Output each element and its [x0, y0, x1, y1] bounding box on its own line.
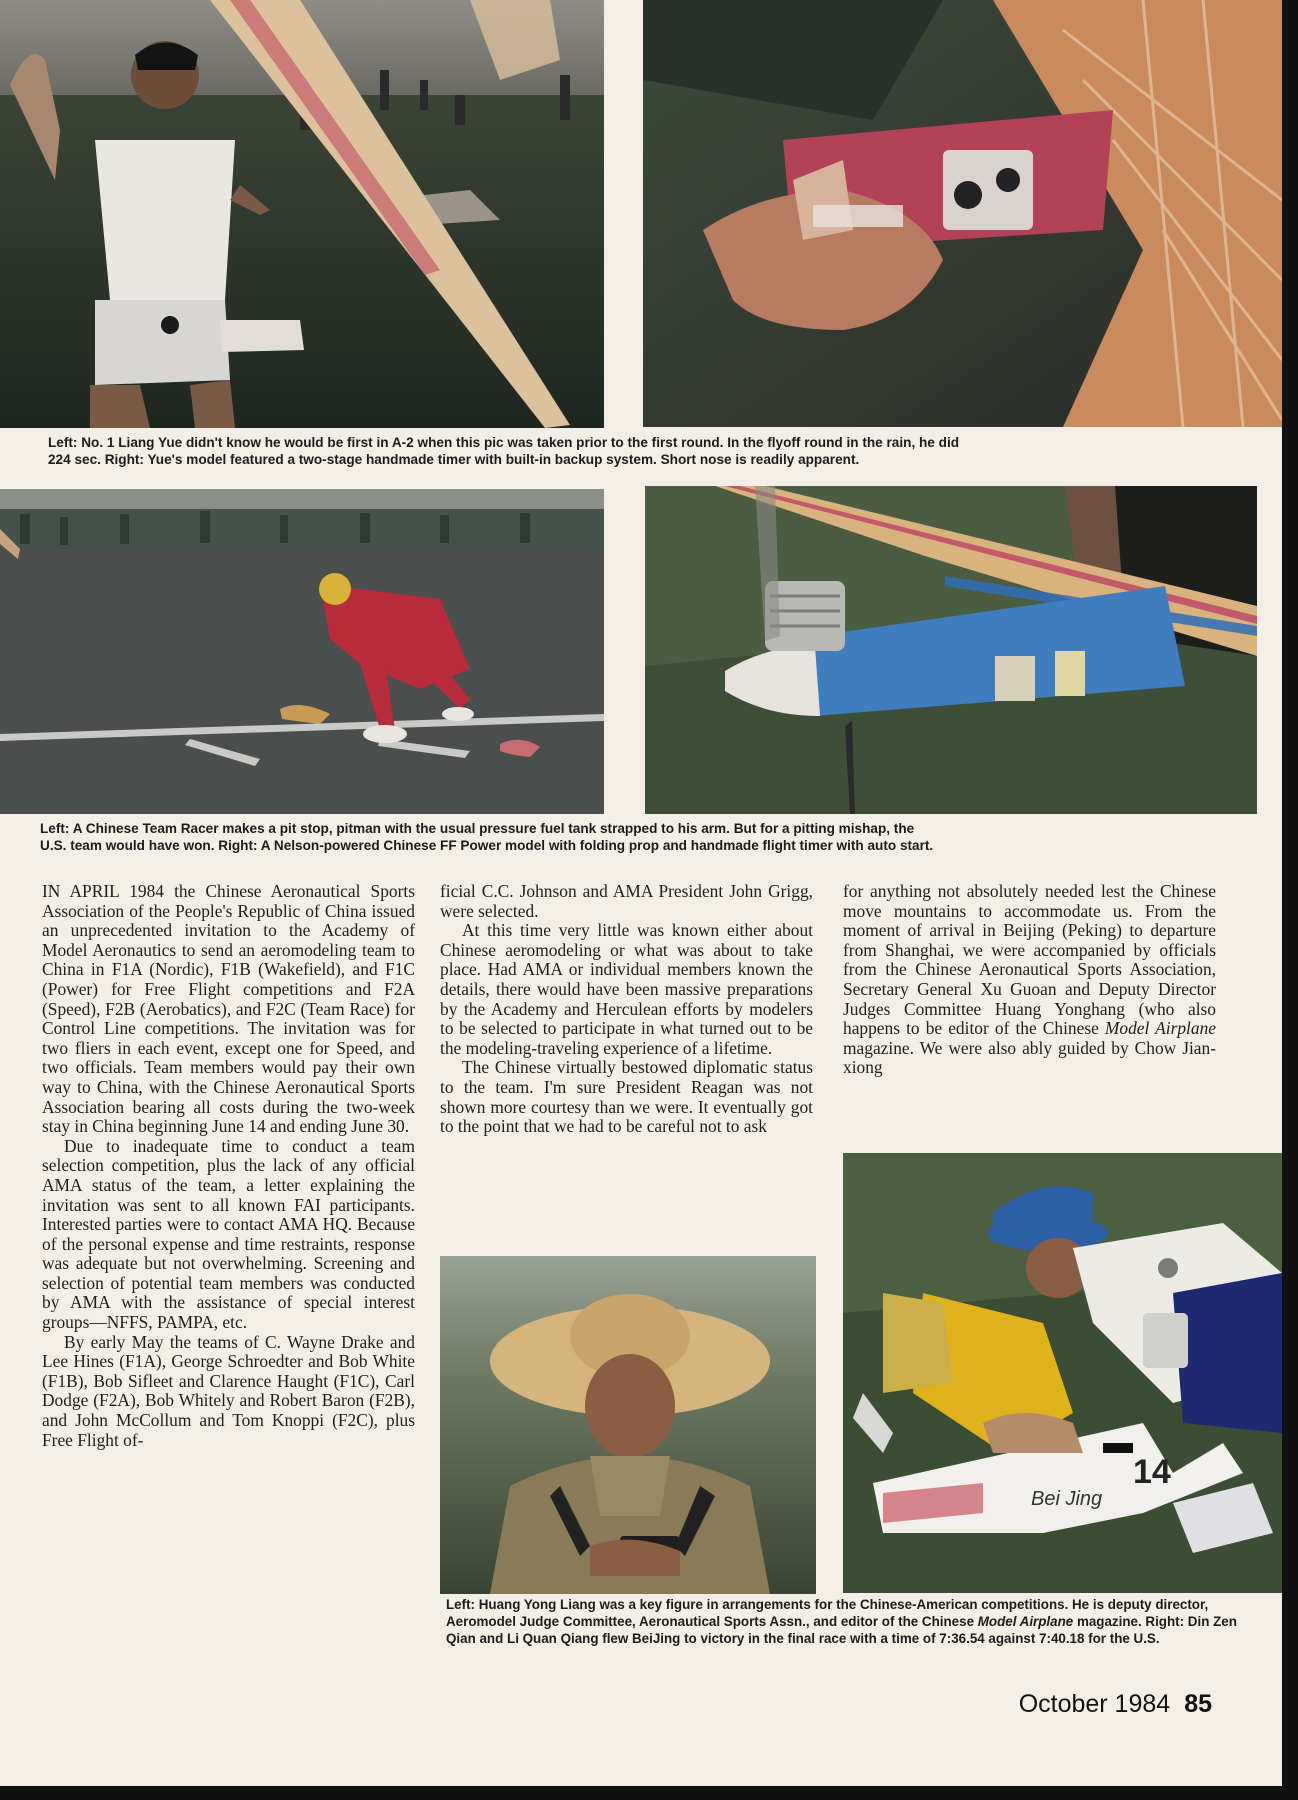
magazine-title: Model Airplane — [977, 1614, 1074, 1629]
page-folio — [1019, 1690, 1212, 1719]
article-paragraph: The Chinese virtually bestowed diplomatic status to the team. I'm sure President Reagan was not shown more courtesy than we were. It eventually got to the point that we had to be careful not to ask — [440, 1057, 813, 1137]
article-paragraph: Due to inadequate time to conduct a team selection competition, plus the lack of any official AMA status of the team, a letter explaining the invitation was sent to all known FAI participants. Interested parties were to contact AMA HQ. Because of the personal expense and time restraints, response was adequate but not overwhelming. Screening and selection of potential team members was conducted by AMA with the assistance of special interest groups—NFFS, PAMPA, etc. — [42, 1135, 415, 1333]
top-photo-caption — [48, 434, 1228, 468]
photo-huang-yong-liang — [440, 1256, 816, 1594]
article-column-1 — [42, 882, 415, 1450]
bottom-caption-text: Left: Huang Yong Liang was a key figure in arrangements for the Chinese-American competitions. He is deputy director, Aeromodel Judge Committee, Aeronautical Sports Assn., and editor of the Chinese — [446, 1597, 1209, 1629]
photo-liang-yue-glider — [0, 0, 604, 428]
model-number-marking: 14 — [1133, 1453, 1171, 1491]
photo-handmade-timer — [643, 0, 1282, 427]
article-column-3 — [843, 882, 1216, 1078]
article-column-2 — [440, 882, 813, 1137]
article-paragraph: IN APRIL 1984 the Chinese Aeronautical Sports Association of the People's Republic of China issued an unprecedented invitation to the Academy of Model Aeronautics to send an aeromodeling team to China in F1A (Nordic), F1B (Wakefield), and F1C (Power) for Free Flight competitions and F2A (Speed), F2B (Aerobatics), and F2C (Team Race) for Control Line competitions. The invitation was for two fliers in each event, except one for Speed, and two officials. Team members would pay their own way to China, with the Chinese Aeronautical Sports Association bearing all costs during the two-week stay in China beginning June 14 and ending June 30. — [42, 881, 415, 1137]
photo-team-racer-pit-stop — [0, 489, 604, 814]
bottom-photo-caption — [446, 1596, 1246, 1647]
scan-border-right — [1282, 0, 1298, 1800]
issue-date: October 1984 — [1018, 1690, 1171, 1718]
article-paragraph: By early May the teams of C. Wayne Drake and Lee Hines (F1A), George Schroedter and Bob White (F1B), Bob Sifleet and Clarence Haught (F1C), Carl Dodge (F2A), Bob Whitely and Robert Baron (F2B), and John McCollum and Tom Knoppi (F2C), plus Free Flight of- — [42, 1331, 415, 1450]
photo-beijing-team-racer — [843, 1153, 1282, 1593]
top-caption-line2: 224 sec. Right: Yue's model featured a two-stage handmade timer with built-in backup system. Short nose is readily apparent. — [48, 452, 860, 467]
middle-caption-line2: U.S. team would have won. Right: A Nelson-powered Chinese FF Power model with folding prop and handmade flight timer with auto start. — [40, 838, 934, 853]
article-text: for anything not absolutely needed lest the Chinese move mountains to accommodate us. From the moment of arrival in Beijing (Peking) to departure from Shanghai, we were accompanied by officials from the Chinese Aeronautical Sports Association, Secretary General Xu Guoan and Deputy Director Judges Committee Huang Yonghang (who also happens to be editor of the Chinese — [843, 881, 1216, 1039]
bottom-caption-text: magazine. Right: Din Zen Qian and Li Quan Qiang flew BeiJing to victory in the final race with a time of 7:36.54 against 7:40.18 for the U.S. — [446, 1614, 1237, 1646]
article-text: magazine. We were also ably guided by Chow Jian-xiong — [843, 1037, 1216, 1078]
middle-caption-line1: Left: A Chinese Team Racer makes a pit stop, pitman with the usual pressure fuel tank strapped to his arm. But for a pitting mishap, the — [40, 821, 915, 836]
middle-photo-caption — [40, 820, 1240, 854]
model-name-marking: Bei Jing — [1031, 1488, 1103, 1510]
top-caption-line1: Left: No. 1 Liang Yue didn't know he would be first in A-2 when this pic was taken prior to the first round. In the flyoff round in the rain, he did — [48, 435, 960, 450]
photo-nelson-ff-power-model — [645, 486, 1257, 814]
article-paragraph: At this time very little was known either about Chinese aeromodeling or what was about to take place. Had AMA or individual members known the details, there would have been massive preparations by the Academy and Herculean efforts by modelers to be selected to participate in what turned out to be the modeling-traveling experience of a lifetime. — [440, 920, 813, 1058]
page-number: 85 — [1184, 1690, 1212, 1718]
magazine-title: Model Airplane — [1104, 1018, 1216, 1039]
article-paragraph: ficial C.C. Johnson and AMA President John Grigg, were selected. — [440, 881, 813, 921]
article-paragraph — [843, 882, 1216, 1078]
scan-border-bottom — [0, 1786, 1298, 1800]
